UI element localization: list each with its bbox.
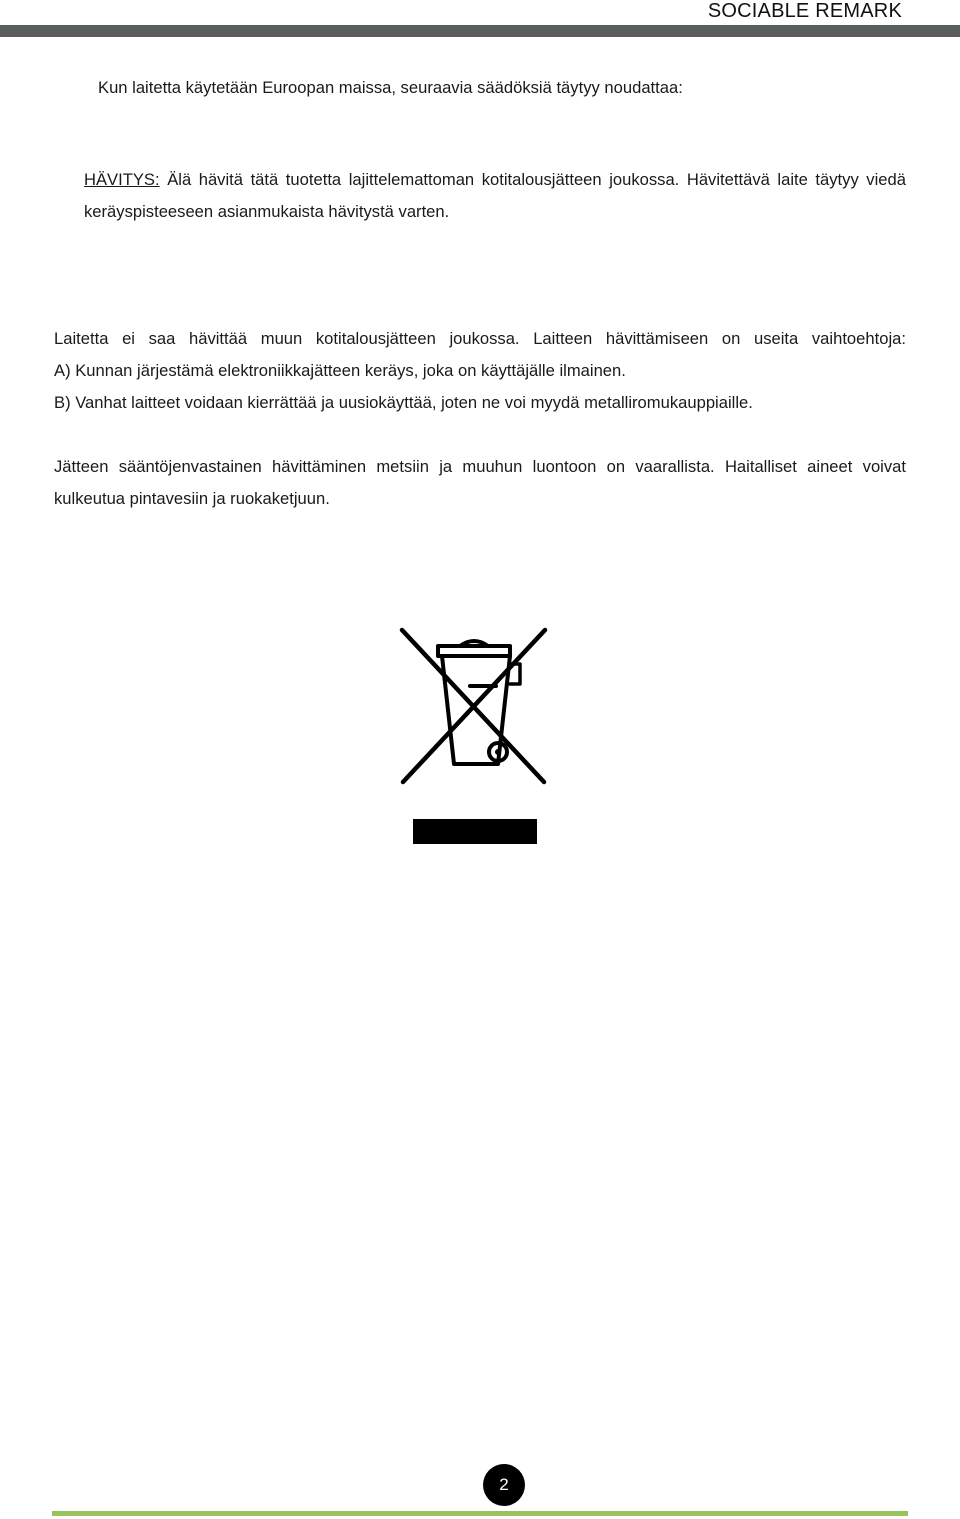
- options-paragraph: [54, 323, 906, 419]
- options-intro-line: [54, 323, 906, 355]
- footer-bar: [52, 1511, 908, 1516]
- hazard-paragraph: Jätteen sääntöjenvastainen hävittäminen metsiin ja muuhun luontoon on vaarallista. Haitalliset aineet voivat kulkeutua pintavesiin ja ruokaketjuun.: [54, 457, 906, 508]
- page-number-badge: 2: [483, 1464, 525, 1506]
- header-bar: [0, 25, 960, 37]
- disposal-text: Älä hävitä tätä tuotetta lajittelemattoman kotitalousjätteen joukossa. Hävitettävä laite täytyy viedä keräyspisteeseen asianmukaista hävitystä varten.: [84, 170, 906, 221]
- option-b: B) Vanhat laitteet voidaan kierrättää ja uusiokäyttää, joten ne voi myydä metalliromukauppiaille.: [54, 393, 753, 412]
- intro-paragraph: Kun laitetta käytetään Euroopan maissa, seuraavia säädöksiä täytyy noudattaa:: [98, 78, 683, 97]
- options-intro-b: Laitteen hävittämiseen on useita vaihtoehtoja:: [533, 329, 906, 348]
- disposal-paragraph: [84, 164, 906, 228]
- option-a: A) Kunnan järjestämä elektroniikkajätteen keräys, joka on käyttäjälle ilmainen.: [54, 361, 626, 380]
- disposal-label: HÄVITYS:: [84, 170, 160, 189]
- options-intro-a: Laitetta ei saa hävittää muun kotitalousjätteen joukossa.: [54, 329, 520, 348]
- brand-title: SOCIABLE REMARK: [707, 0, 902, 22]
- weee-crossed-out-bin-icon: [398, 624, 550, 848]
